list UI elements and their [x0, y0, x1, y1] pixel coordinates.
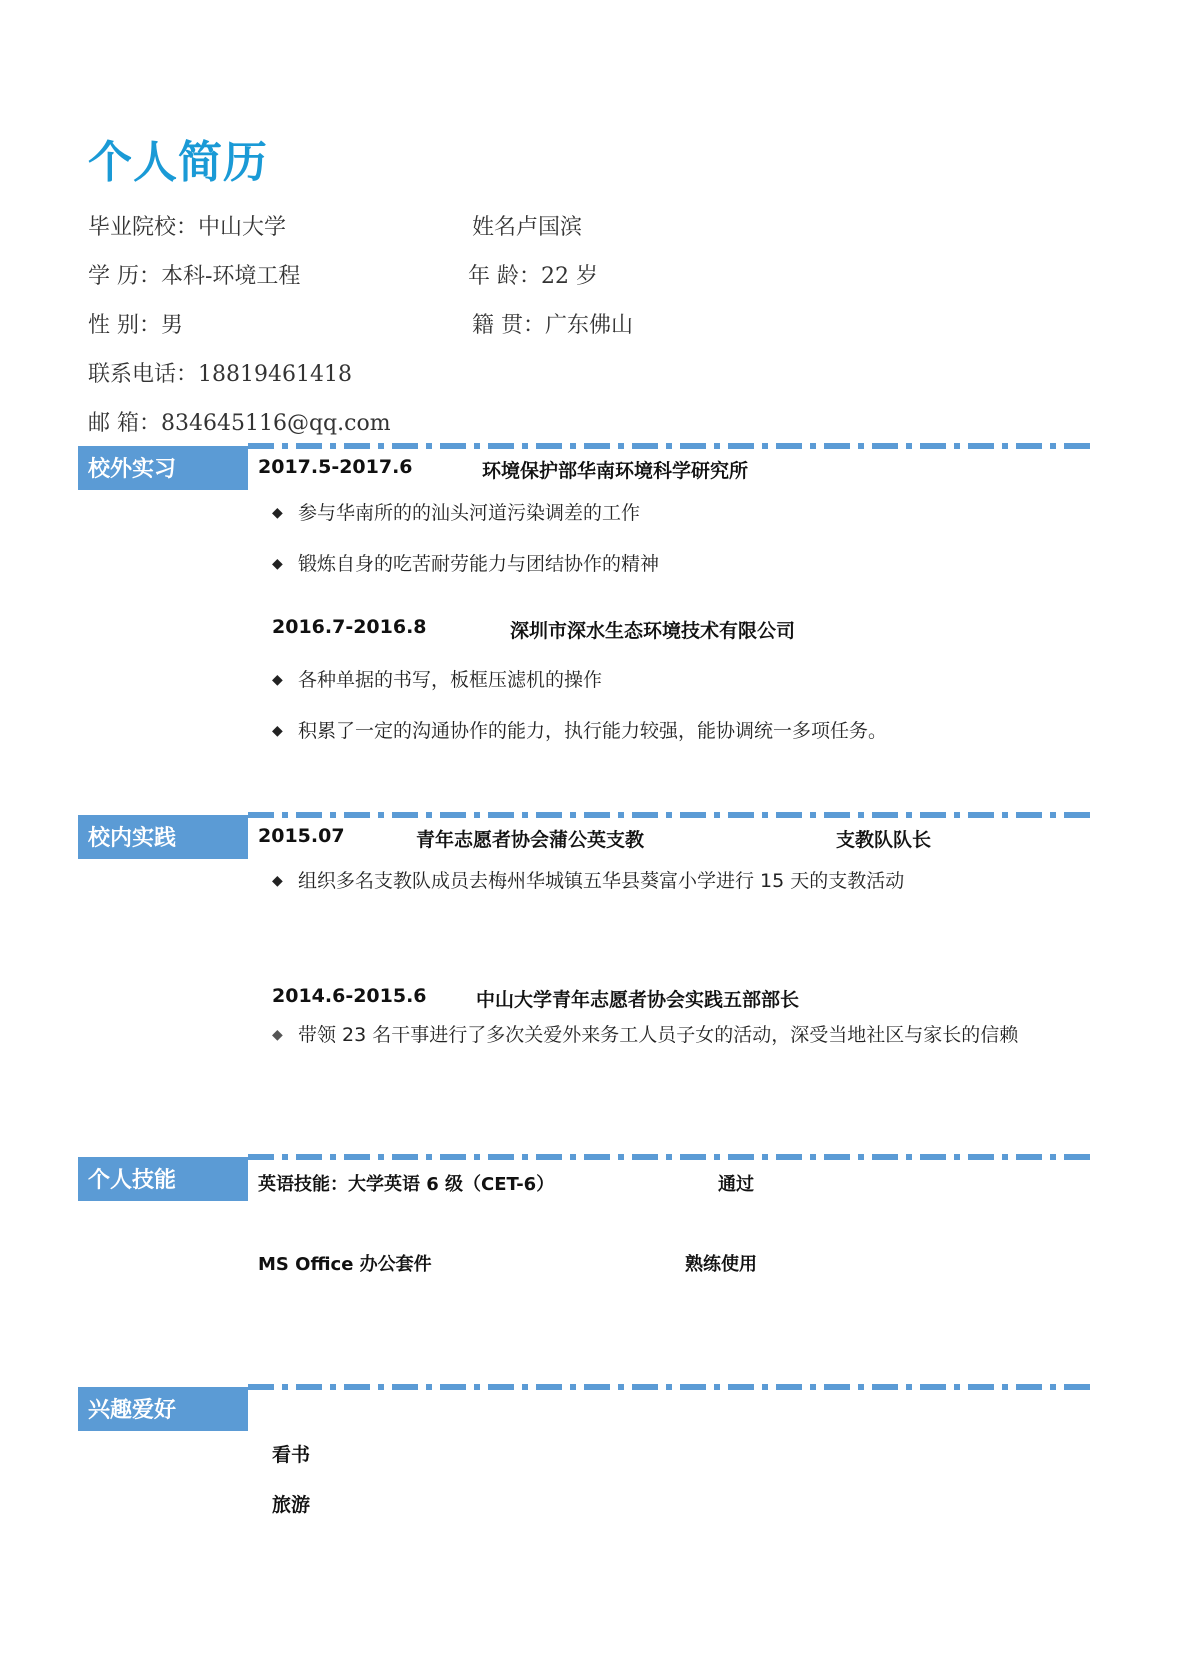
- skill-1-level: 通过: [718, 1174, 754, 1195]
- list-item: ◆ 带领 23 名干事进行了多次关爱外来务工人员子女的活动，深受当地社区与家长的信赖: [272, 1024, 1019, 1046]
- phone-field: 联系电话：18819461418: [88, 362, 352, 387]
- section-divider-hobbies: [248, 1384, 1093, 1390]
- list-item: ◆ 锻炼自身的吃苦耐劳能力与团结协作的精神: [272, 553, 660, 575]
- skill-1-name: 英语技能：大学英语 6 级（CET-6）: [258, 1174, 555, 1195]
- section-label-internship: 校外实习: [78, 446, 248, 490]
- section-divider-practice: [248, 812, 1093, 818]
- skill-2-name: MS Office 办公套件: [258, 1254, 432, 1275]
- list-item: ◆ 参与华南所的的汕头河道污染调差的工作: [272, 502, 641, 524]
- school-field: 毕业院校：中山大学: [88, 215, 287, 240]
- section-divider-skills: [248, 1154, 1093, 1160]
- skill-2-level: 熟练使用: [685, 1254, 757, 1275]
- section-label-hobbies: 兴趣爱好: [78, 1387, 248, 1431]
- practice-2-org: 中山大学青年志愿者协会实践五部部长: [476, 989, 800, 1011]
- education-field: 学 历：本科-环境工程: [88, 264, 301, 289]
- section-label-skills: 个人技能: [78, 1157, 248, 1201]
- section-label-practice: 校内实践: [78, 815, 248, 859]
- diamond-bullet-icon: ◆: [272, 723, 283, 739]
- practice-1-date: 2015.07: [258, 825, 345, 847]
- diamond-bullet-icon: ◆: [272, 672, 283, 688]
- section-divider-internship: [248, 443, 1093, 449]
- practice-2-date: 2014.6-2015.6: [272, 985, 427, 1007]
- internship-1-date: 2017.5-2017.6: [258, 456, 413, 478]
- internship-2-org: 深圳市深水生态环境技术有限公司: [510, 620, 796, 642]
- internship-1-org: 环境保护部华南环境科学研究所: [482, 460, 749, 482]
- internship-2-date: 2016.7-2016.8: [272, 616, 427, 638]
- native-place-field: 籍 贯：广东佛山: [472, 313, 633, 338]
- diamond-bullet-icon: ◆: [272, 1027, 283, 1043]
- list-item: ◆ 各种单据的书写，板框压滤机的操作: [272, 669, 603, 691]
- diamond-bullet-icon: ◆: [272, 505, 283, 521]
- page-title: 个人简历: [88, 137, 268, 188]
- practice-1-org: 青年志愿者协会蒲公英支教: [416, 829, 645, 851]
- list-item: ◆ 组织多名支教队成员去梅州华城镇五华县葵富小学进行 15 天的支教活动: [272, 870, 905, 892]
- diamond-bullet-icon: ◆: [272, 873, 283, 889]
- diamond-bullet-icon: ◆: [272, 556, 283, 572]
- practice-1-role: 支教队队长: [836, 829, 932, 851]
- email-field: 邮 箱：834645116@qq.com: [88, 411, 391, 436]
- list-item: ◆ 积累了一定的沟通协作的能力，执行能力较强，能协调统一多项任务。: [272, 720, 888, 742]
- hobby-item: 旅游: [272, 1494, 311, 1516]
- hobby-item: 看书: [272, 1444, 311, 1466]
- age-field: 年 龄：22 岁: [468, 264, 598, 289]
- gender-field: 性 别：男: [88, 313, 183, 338]
- name-field: 姓名卢国滨: [472, 215, 583, 240]
